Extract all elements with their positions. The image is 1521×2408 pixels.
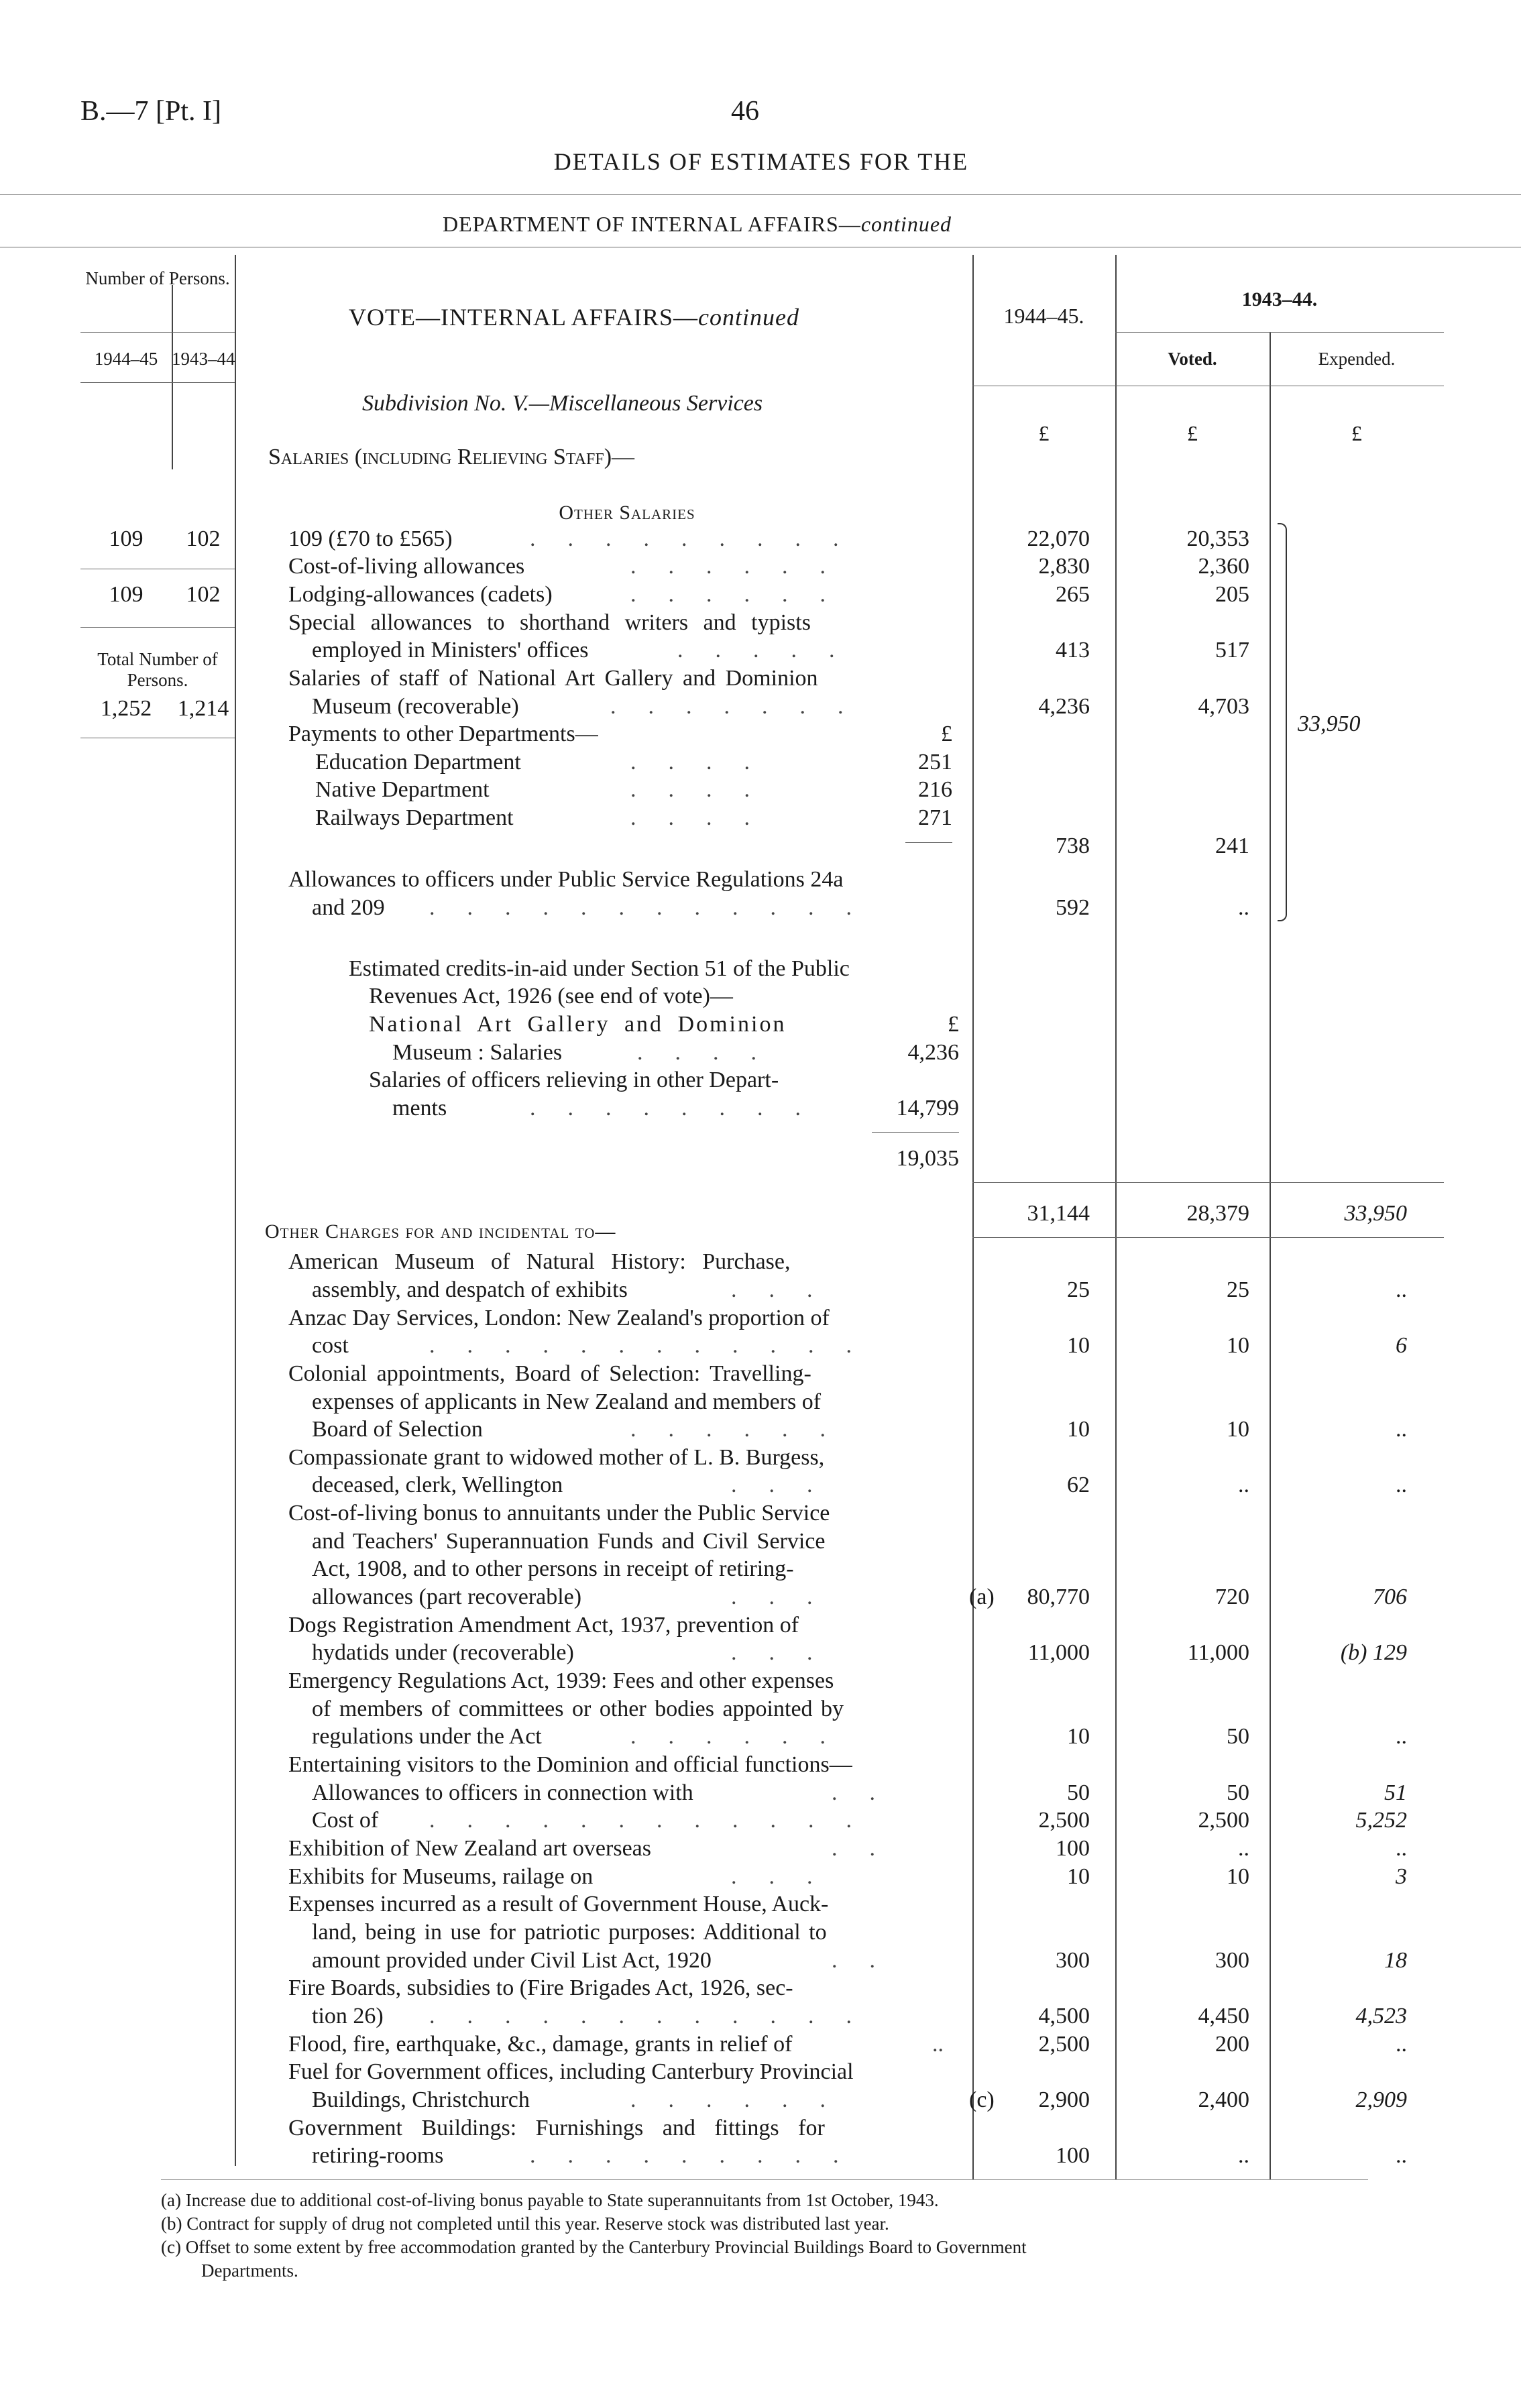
charge-label: Flood, fire, earthquake, &c., damage, grants in relief of xyxy=(288,2032,793,2057)
salary-item-label: Cost-of-living allowances xyxy=(288,554,525,579)
number-of-persons-header: Number of Persons. xyxy=(85,268,230,288)
charge-voted: 200 xyxy=(1215,2032,1249,2057)
charge-label: Exhibition of New Zealand art overseas xyxy=(288,1836,651,1861)
charge-estimate: 2,900 xyxy=(1038,2087,1090,2112)
department-title: DEPARTMENT OF INTERNAL AFFAIRS—continued xyxy=(443,212,952,236)
dot-leader: .... xyxy=(630,805,782,830)
salary-item-label: employed in Ministers' offices xyxy=(312,638,589,663)
charge-expended: 18 xyxy=(1384,1948,1407,1973)
charge-expended: 4,523 xyxy=(1355,2004,1407,2028)
dot-leader: ....... xyxy=(610,694,876,719)
charge-voted: 300 xyxy=(1215,1948,1249,1973)
dot-leader: ... xyxy=(731,1585,845,1609)
payment-item-value: 251 xyxy=(918,750,952,775)
salary-estimate: 4,236 xyxy=(1038,694,1090,719)
estimate-1944-45-header: 1944–45. xyxy=(1003,304,1084,328)
dot-leader: ... xyxy=(731,1864,845,1889)
charge-label: hydatids under (recoverable) xyxy=(312,1640,574,1665)
charge-expended: 3 xyxy=(1396,1864,1407,1889)
salary-item-label: Salaries of staff of National Art Gallery and Dominion xyxy=(288,666,818,691)
persons-column-divider xyxy=(172,285,173,469)
payment-item-label: Education Department xyxy=(315,750,521,775)
persons-1944-45-header: 1944–45 xyxy=(94,349,158,369)
charge-label: cost xyxy=(312,1333,349,1358)
totals-top-rule xyxy=(972,1182,1444,1183)
charge-label: Buildings, Christchurch xyxy=(312,2087,530,2112)
salary-estimate: 2,830 xyxy=(1038,554,1090,579)
charge-voted: 720 xyxy=(1215,1585,1249,1609)
salary-voted: 20,353 xyxy=(1186,526,1249,551)
persons-total-1943-44: 1,214 xyxy=(177,696,229,721)
persons-row2-1943-44: 102 xyxy=(186,582,221,607)
dot-leader: ............ xyxy=(429,1808,884,1833)
payment-item-value: 271 xyxy=(918,805,952,830)
charge-expended: .. xyxy=(1396,1836,1407,1861)
dot-leader: ... xyxy=(731,1640,845,1665)
charge-estimate: 300 xyxy=(1056,1948,1090,1973)
charge-voted: 2,400 xyxy=(1198,2087,1249,2112)
dot-leader: ............ xyxy=(429,895,884,920)
charge-label: Emergency Regulations Act, 1939: Fees and other expenses xyxy=(288,1668,834,1693)
charge-label: expenses of applicants in New Zealand and members of xyxy=(312,1389,822,1414)
charge-expended: .. xyxy=(1396,2032,1407,2057)
charge-label: of members of committees or other bodies appointed by xyxy=(312,1697,844,1721)
credits-value: 14,799 xyxy=(896,1096,959,1121)
estimate-pound-sign: £ xyxy=(1038,421,1050,445)
charge-expended: .. xyxy=(1396,1724,1407,1749)
salaries-expended-total: 33,950 xyxy=(1298,711,1361,736)
dot-leader: .. xyxy=(932,2032,944,2057)
charge-label: Cost of xyxy=(312,1808,379,1833)
charge-expended: 51 xyxy=(1384,1780,1407,1805)
charge-estimate: 25 xyxy=(1067,1277,1090,1302)
credits-item-label: Museum : Salaries xyxy=(392,1040,563,1065)
payments-sum-rule xyxy=(905,842,952,843)
charge-estimate: 80,770 xyxy=(1027,1585,1090,1609)
subdivision-heading: Subdivision No. V.—Miscellaneous Services xyxy=(362,391,763,416)
vote-title: VOTE—INTERNAL AFFAIRS—continued xyxy=(349,304,799,331)
charge-estimate: 62 xyxy=(1067,1473,1090,1497)
credits-pound-sign: £ xyxy=(948,1012,959,1037)
persons-right-border xyxy=(235,255,236,2166)
other-salaries-heading: Other Salaries xyxy=(559,502,695,524)
dot-leader: ... xyxy=(731,1277,845,1302)
footnote-c: (c) Offset to some extent by free accommodation granted by the Canterbury Provincial Buildings Board to Government xyxy=(161,2237,1027,2257)
persons-total-1944-45: 1,252 xyxy=(100,696,152,721)
footnote-marker-b: (b) xyxy=(1340,1640,1367,1665)
charge-estimate: 2,500 xyxy=(1038,2032,1090,2057)
charge-estimate: 100 xyxy=(1056,1836,1090,1861)
dot-leader: .. xyxy=(832,1780,907,1805)
charge-voted: 4,450 xyxy=(1198,2004,1249,2028)
footnote-a: (a) Increase due to additional cost-of-living bonus payable to State superannuitants from 1st October, 1943. xyxy=(161,2190,939,2210)
dot-leader: ......... xyxy=(530,2143,871,2168)
page-number: 46 xyxy=(731,96,759,127)
charge-expended: 6 xyxy=(1396,1333,1407,1358)
allowances-estimate: 592 xyxy=(1056,895,1090,920)
charge-estimate: 2,500 xyxy=(1038,1808,1090,1833)
charge-voted: 11,000 xyxy=(1187,1640,1249,1665)
footnote-marker-a: (a) xyxy=(969,1585,995,1609)
salary-estimate: 22,070 xyxy=(1027,526,1090,551)
totals-bottom-rule xyxy=(972,1237,1444,1238)
charge-estimate: 10 xyxy=(1067,1417,1090,1442)
voted-header: Voted. xyxy=(1168,349,1217,369)
document-ref: B.—7 [Pt. I] xyxy=(80,96,221,127)
charge-label: Anzac Day Services, London: New Zealand's proportion of xyxy=(288,1306,830,1330)
salary-voted: 2,360 xyxy=(1198,554,1249,579)
payments-estimate: 738 xyxy=(1056,834,1090,858)
charge-label: allowances (part recoverable) xyxy=(312,1585,582,1609)
charge-estimate: 11,000 xyxy=(1027,1640,1090,1665)
dot-leader: ... xyxy=(731,1473,845,1497)
charge-voted: 25 xyxy=(1227,1277,1249,1302)
charge-expended: 706 xyxy=(1373,1585,1407,1609)
salary-item-label: Special allowances to shorthand writers and typists xyxy=(288,610,811,635)
charge-label: Cost-of-living bonus to annuitants under the Public Service xyxy=(288,1501,830,1526)
charge-expended: (b) 129 xyxy=(1340,1640,1407,1665)
dot-leader: .... xyxy=(630,750,782,775)
allowances-label: Allowances to officers under Public Service Regulations 24a xyxy=(288,867,844,892)
charge-label: Expenses incurred as a result of Government House, Auck- xyxy=(288,1892,829,1916)
dot-leader: ......... xyxy=(530,526,871,551)
salary-voted: 517 xyxy=(1215,638,1249,663)
persons-row1-1943-44: 102 xyxy=(186,526,221,551)
charge-voted: 10 xyxy=(1227,1864,1249,1889)
total-persons-label: Total Number of Persons. xyxy=(97,649,218,691)
persons-row2-1944-45: 109 xyxy=(109,582,144,607)
dot-leader: ...... xyxy=(630,582,858,607)
persons-total-rule xyxy=(80,627,235,628)
salary-estimate: 413 xyxy=(1056,638,1090,663)
charge-label: Board of Selection xyxy=(312,1417,483,1442)
dot-leader: .... xyxy=(630,777,782,802)
charge-expended: .. xyxy=(1396,1277,1407,1302)
charge-voted: 50 xyxy=(1227,1724,1249,1749)
charge-estimate: 10 xyxy=(1067,1724,1090,1749)
dot-leader: .. xyxy=(832,1836,907,1861)
credits-heading: Estimated credits-in-aid under Section 51 of the Public xyxy=(349,956,850,981)
charge-estimate: 10 xyxy=(1067,1864,1090,1889)
other-charges-heading: Other Charges for and incidental to— xyxy=(265,1220,616,1243)
charge-label: Colonial appointments, Board of Selection: Travelling- xyxy=(288,1361,811,1386)
allowances-voted: .. xyxy=(1238,895,1249,920)
allowances-label: and 209 xyxy=(312,895,385,920)
header-rule xyxy=(0,194,1521,195)
dot-leader: .. xyxy=(832,1948,907,1973)
charge-label: regulations under the Act xyxy=(312,1724,542,1749)
charge-label: Dogs Registration Amendment Act, 1937, prevention of xyxy=(288,1613,799,1638)
payments-heading: Payments to other Departments— xyxy=(288,722,598,746)
credits-heading-cont: Revenues Act, 1926 (see end of vote)— xyxy=(369,984,733,1009)
footnote-marker-c: (c) xyxy=(969,2087,995,2112)
charge-label: amount provided under Civil List Act, 1920 xyxy=(312,1948,712,1973)
charge-label: deceased, clerk, Wellington xyxy=(312,1473,563,1497)
charge-estimate: 10 xyxy=(1067,1333,1090,1358)
year-1943-44-header: 1943–44. xyxy=(1241,288,1318,310)
payment-item-label: Native Department xyxy=(315,777,490,802)
salary-item-label: Lodging-allowances (cadets) xyxy=(288,582,553,607)
charge-label: Exhibits for Museums, railage on xyxy=(288,1864,594,1889)
total-estimate: 31,144 xyxy=(1027,1201,1090,1226)
charge-voted: 10 xyxy=(1227,1333,1249,1358)
charge-expended: 2,909 xyxy=(1355,2087,1407,2112)
salary-voted: 4,703 xyxy=(1198,694,1249,719)
dot-leader: ...... xyxy=(630,2087,858,2112)
charge-label: land, being in use for patriotic purposes: Additional to xyxy=(312,1920,827,1945)
charge-estimate: 100 xyxy=(1056,2143,1090,2168)
charge-voted: .. xyxy=(1238,1473,1249,1497)
payment-item-value: 216 xyxy=(918,777,952,802)
voted-pound-sign: £ xyxy=(1187,421,1198,445)
charge-expended: .. xyxy=(1396,1417,1407,1442)
charge-label: assembly, and despatch of exhibits xyxy=(312,1277,628,1302)
charge-label: retiring-rooms xyxy=(312,2143,444,2168)
dot-leader: ...... xyxy=(630,1417,858,1442)
charge-label: Fire Boards, subsidies to (Fire Brigades Act, 1926, sec- xyxy=(288,1975,793,2000)
total-voted: 28,379 xyxy=(1186,1201,1249,1226)
charge-voted: .. xyxy=(1238,1836,1249,1861)
credits-total: 19,035 xyxy=(896,1146,959,1171)
salaries-heading: Salaries (including Relieving Staff)— xyxy=(268,445,635,469)
charge-expended: .. xyxy=(1396,2143,1407,2168)
charge-voted: 2,500 xyxy=(1198,1808,1249,1833)
credits-item-label: National Art Gallery and Dominion xyxy=(369,1012,787,1037)
dot-leader: ............ xyxy=(429,1333,884,1358)
total-expended: 33,950 xyxy=(1344,1201,1407,1226)
charge-label: and Teachers' Superannuation Funds and Civil Service xyxy=(312,1529,826,1554)
brace xyxy=(1278,523,1287,921)
page-title: DETAILS OF ESTIMATES FOR THE xyxy=(553,148,969,175)
salary-item-label: Museum (recoverable) xyxy=(312,694,519,719)
footnote-c-cont: Departments. xyxy=(201,2260,298,2281)
charge-expended: .. xyxy=(1396,1473,1407,1497)
persons-1943-44-header: 1943–44 xyxy=(172,349,235,369)
expended-left-border xyxy=(1270,332,1271,2179)
charge-voted: 50 xyxy=(1227,1780,1249,1805)
dot-leader: .... xyxy=(637,1040,789,1065)
payments-voted: 241 xyxy=(1215,834,1249,858)
dot-leader: ...... xyxy=(630,1724,858,1749)
expended-pound-sign: £ xyxy=(1351,421,1362,445)
dot-leader: ........ xyxy=(530,1096,833,1121)
salary-item-label: 109 (£70 to £565) xyxy=(288,526,453,551)
expended-header: Expended. xyxy=(1318,349,1396,369)
charge-label: Government Buildings: Furnishings and fittings for xyxy=(288,2116,825,2140)
dot-leader: ............ xyxy=(429,2004,884,2028)
charge-voted: 10 xyxy=(1227,1417,1249,1442)
payments-pound-sign: £ xyxy=(941,722,952,746)
charge-label: Act, 1908, and to other persons in receipt of retiring- xyxy=(312,1556,794,1581)
persons-row1-1944-45: 109 xyxy=(109,526,144,551)
dot-leader: ..... xyxy=(677,638,867,663)
dot-leader: ...... xyxy=(630,554,858,579)
charge-label: American Museum of Natural History: Purchase, xyxy=(288,1249,791,1274)
salary-voted: 205 xyxy=(1215,582,1249,607)
credits-item-label: ments xyxy=(392,1096,447,1121)
charge-expended: 5,252 xyxy=(1355,1808,1407,1833)
footnote-b: (b) Contract for supply of drug not completed until this year. Reserve stock was distributed last year. xyxy=(161,2214,889,2234)
payment-item-label: Railways Department xyxy=(315,805,514,830)
persons-year-rule xyxy=(80,382,235,383)
charge-label: Compassionate grant to widowed mother of L. B. Burgess, xyxy=(288,1445,825,1470)
salary-estimate: 265 xyxy=(1056,582,1090,607)
years-header-rule xyxy=(1115,332,1444,333)
charge-estimate: 4,500 xyxy=(1038,2004,1090,2028)
credits-item-label: Salaries of officers relieving in other Depart- xyxy=(369,1068,779,1092)
charge-label: tion 26) xyxy=(312,2004,384,2028)
credits-sum-rule xyxy=(872,1132,959,1133)
charge-voted: .. xyxy=(1238,2143,1249,2168)
charge-label: Fuel for Government offices, including Canterbury Provincial xyxy=(288,2059,854,2084)
charge-group-heading: Entertaining visitors to the Dominion and official functions— xyxy=(288,1752,852,1777)
charge-estimate: 50 xyxy=(1067,1780,1090,1805)
charge-label: Allowances to officers in connection with xyxy=(312,1780,693,1805)
footnote-rule xyxy=(161,2179,1368,2180)
persons-header-rule xyxy=(80,332,235,333)
credits-value: 4,236 xyxy=(907,1040,959,1065)
